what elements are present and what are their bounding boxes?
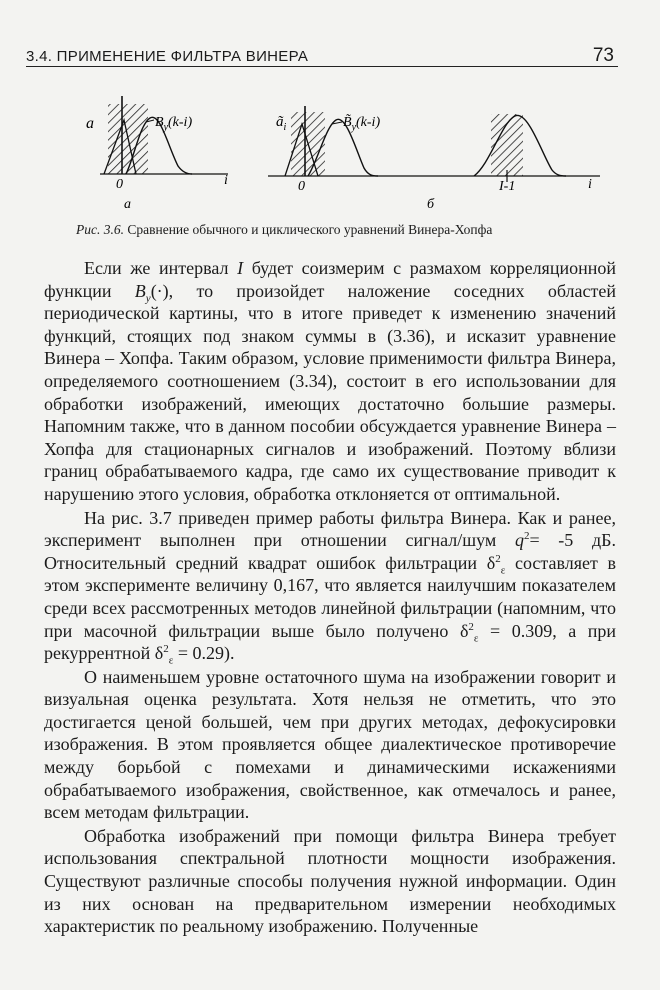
paragraph: О наименьшем уровне остаточного шума на изображении говорит и визуальная оценка результата. Хотя нельзя не отметить, что это достигается ценой большей, чем при других методах, дефокусировки изображения. В этом проявляется общее диалектическое противоречие между борьбой с помехами и динамическими искажениями обрабатываемого изображения, свойственное, как отмечалось и ранее, всем методам фильтрации. [44,666,616,823]
figure-caption [76,222,616,238]
label-by: $B_y(k-i)$ [155,115,193,133]
panel-letter: а [124,197,131,212]
running-header [26,40,618,67]
zero-label: 0 [116,177,123,192]
zero-label: 0 [298,179,305,194]
figure-panel-a [86,96,228,212]
paragraph: Обработка изображений при помощи фильтра Винера требует использования спектральной плотности мощности изображения. Существуют различные способы получения нужной информации. Один из них основан на предварительном измерении необходимых характеристик по реальному изображению. Полученные [44,825,616,937]
caption-prefix: Рис. 3.6. [76,222,124,237]
page-number: 73 [592,45,614,66]
section-title: 3.4. ПРИМЕНЕНИЕ ФИЛЬТРА ВИНЕРА [26,48,309,65]
axis-label-i: i [224,173,228,188]
panel-letter: б [427,197,435,212]
axis-label-i: i [588,177,592,192]
paragraph: Если же интервал I будет соизмерим с размахом корреляционной функции $B_y(\cdot)$, то произойдет наложение соседних областей периодической картины, что в итоге приведет к изменению значений функций, стоящих под знаком суммы в (3.36), и исказит уравнение Винера – Хопфа. Таким образом, условие применимости фильтра Винера, определяемого соотношением (3.34), состоит в его использовании для обработки изображений, имеющих достаточно большие размеры. Напомним также, что в данном пособии обсуждается уравнение Винера – Хопфа для стационарных сигналов и изображений. Поэтому вблизи границ обрабатываемого кадра, где само их существование приводит к нарушению этого условия, обработка отклоняется от оптимальной. [44,258,616,504]
period-label: I-1 [499,179,516,194]
label-by-tilde: $B̃_y(k-i)$ [343,115,381,133]
caption-text: Сравнение обычного и циклического уравнений Винера-Хопфа [124,222,493,237]
figure-panel-b [268,106,600,212]
label-a: a [86,115,94,132]
paragraph: На рис. 3.7 приведен пример работы фильтра Винера. Как и ранее, эксперимент выполнен при отношении сигнал/шум $q^2= -5$ дБ. Относительный средний квадрат ошибок фильтрации $\delta^2_\varepsilon$ составляет в этом эксперименте величину 0,167, что является наилучшим показателем среди всех рассмотренных методов линейной фильтрации (напомним, что при масочной фильтрации выше было получено $\delta^2_\varepsilon = 0.309$, а при рекуррентной $\delta^2_\varepsilon = 0.29$). [44,507,616,667]
label-a-tilde: $ã_i$ [276,114,287,133]
body-text [44,257,616,938]
figure-3-6 [0,78,660,218]
